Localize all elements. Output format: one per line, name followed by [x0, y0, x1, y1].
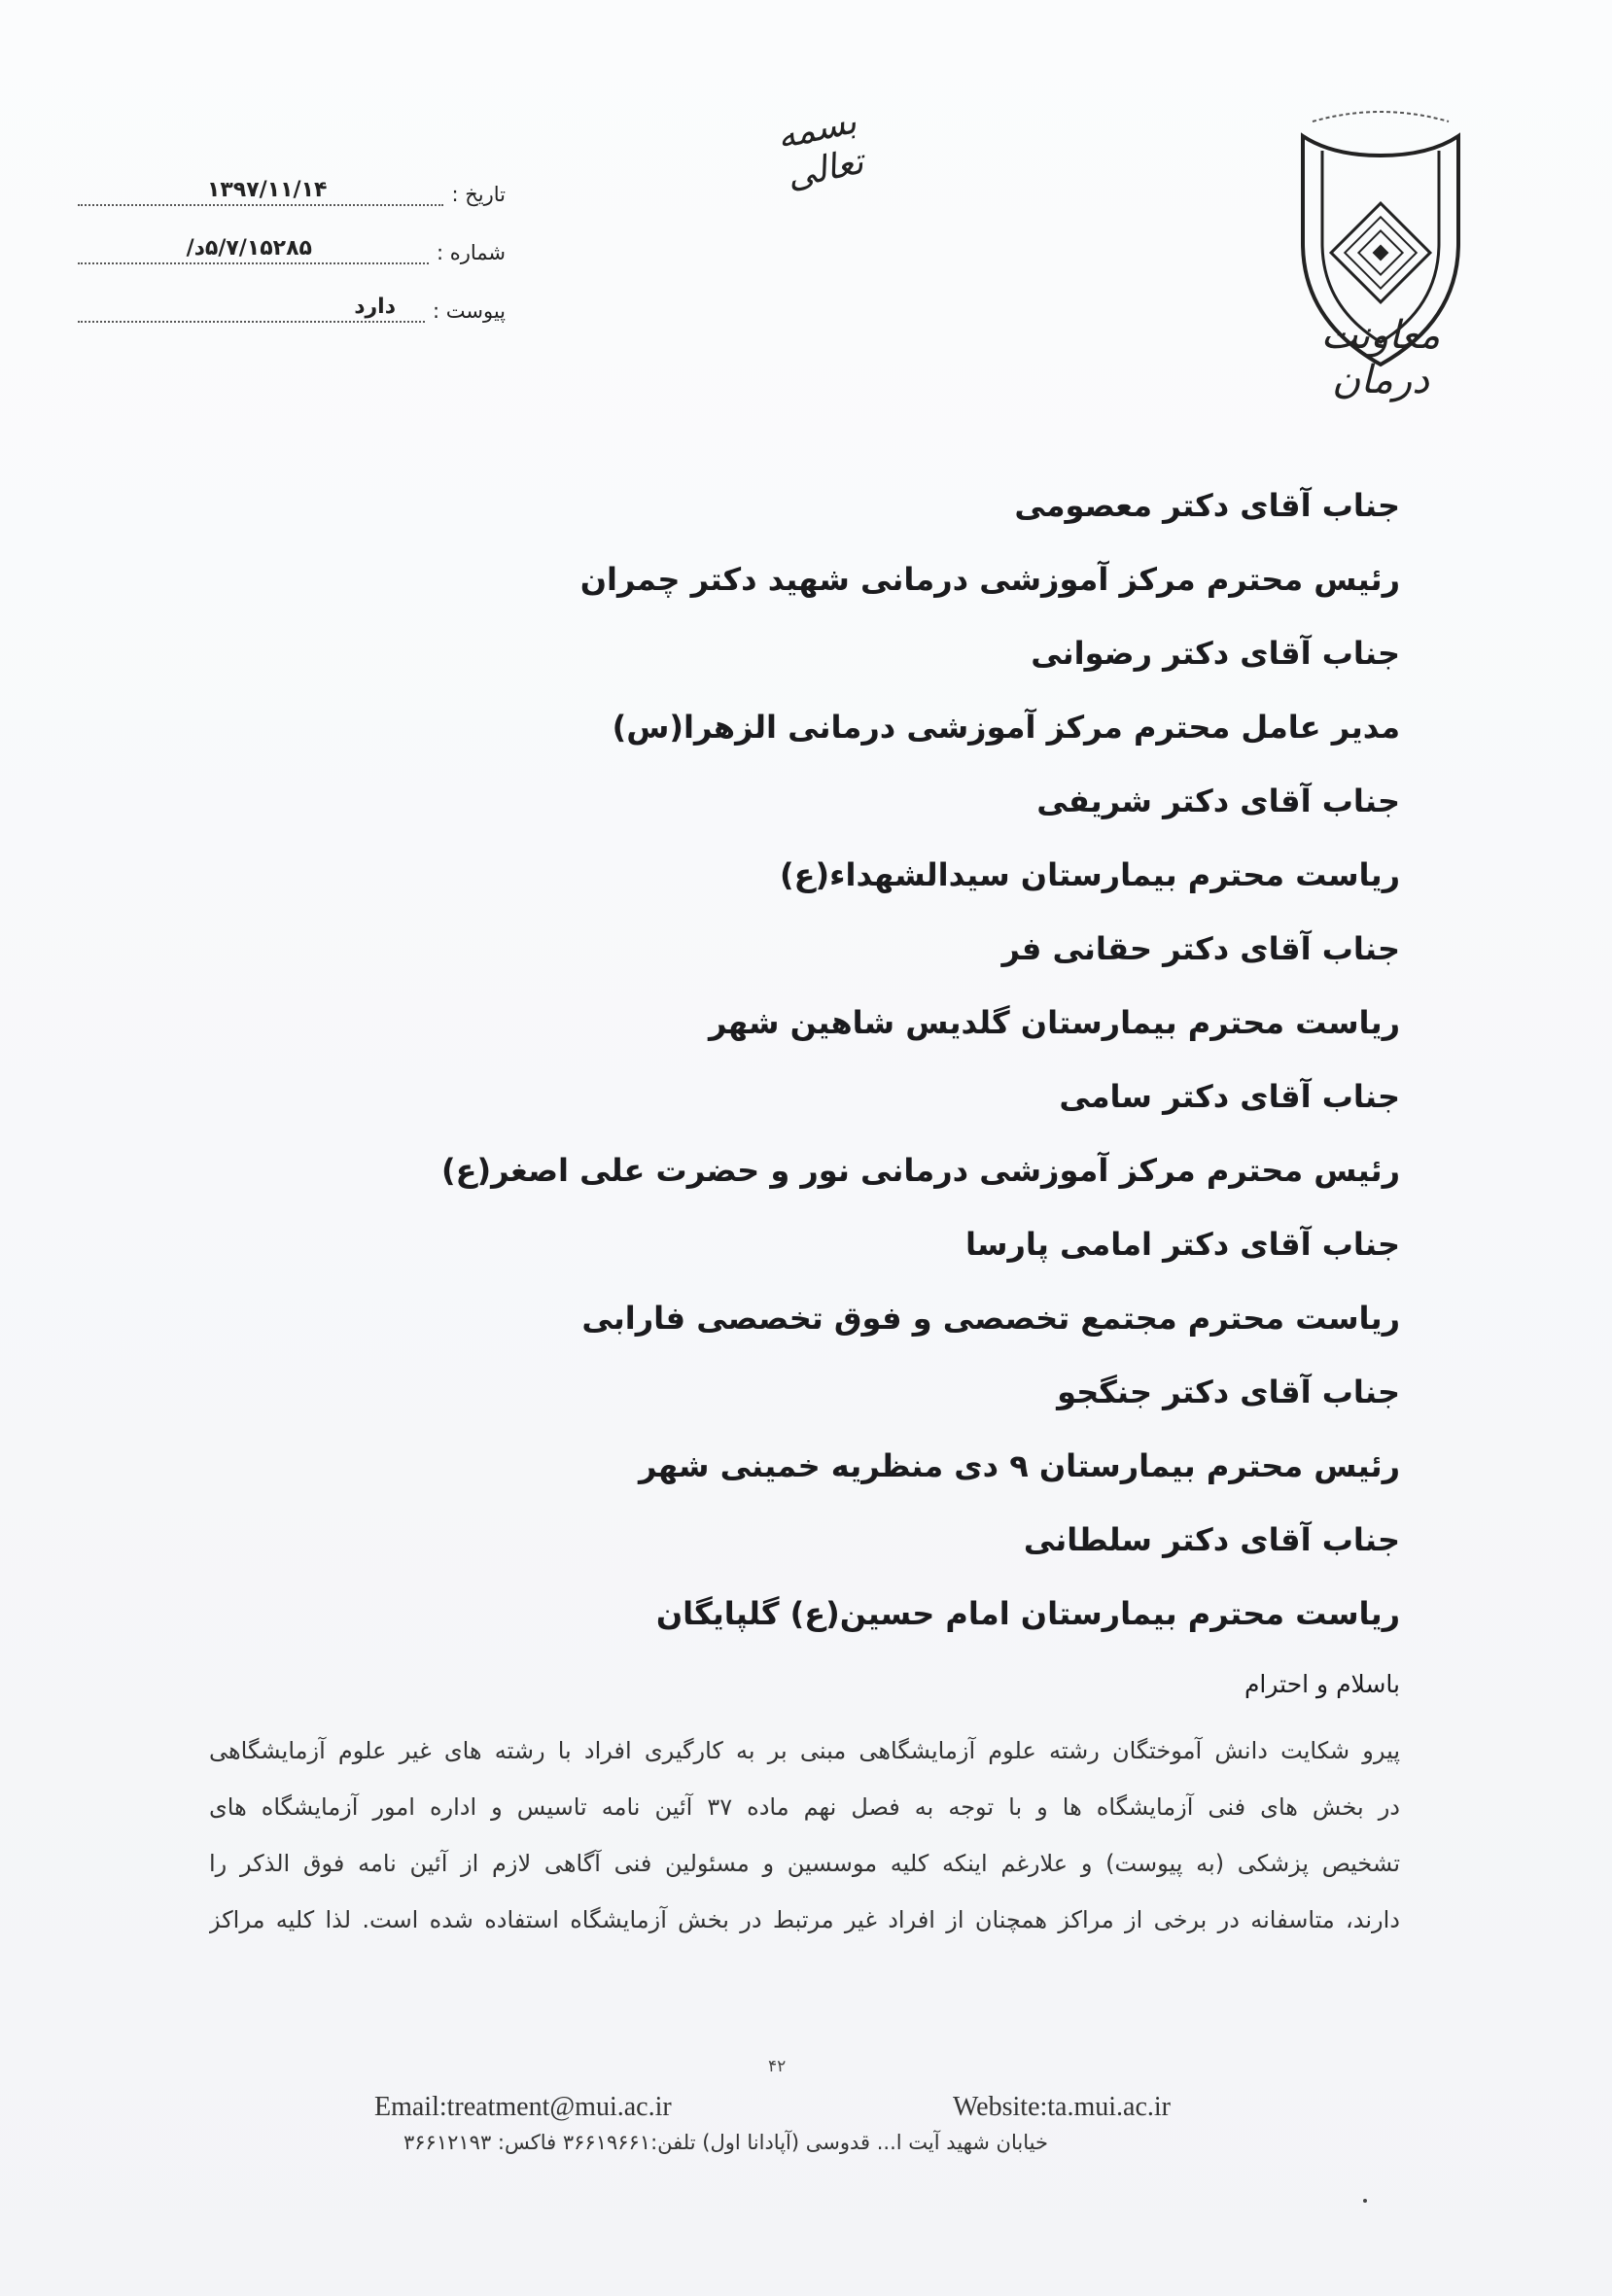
- recipient-line: رئیس محترم مرکز آموزشی درمانی شهید دکتر چمران: [579, 561, 1400, 598]
- date-row: [78, 167, 506, 206]
- attachment-line: [78, 296, 425, 323]
- attachment-value: دارد: [354, 295, 396, 319]
- body-line: پیرو شکایت دانش آموختگان رشته علوم آزمایشگاهی مبنی بر به کارگیری افراد با رشته های غیر علوم آزمایشگاهی: [209, 1737, 1400, 1764]
- number-line: [78, 237, 429, 264]
- recipients-list: [331, 469, 1400, 1651]
- recipient-line: جناب آقای دکتر رضوانی: [1031, 635, 1400, 672]
- recipient-line: جناب آقای دکتر سامی: [1059, 1078, 1400, 1115]
- attachment-row: [78, 284, 506, 323]
- greeting: باسلام و احترام: [1244, 1670, 1400, 1698]
- footer-website: Website:ta.mui.ac.ir: [953, 2092, 1171, 2122]
- date-value: ۱۳۹۷/۱۱/۱۴: [206, 178, 328, 202]
- recipient-line: ریاست محترم بیمارستان امام حسین(ع) گلپایگان: [655, 1595, 1400, 1632]
- recipient-line: جناب آقای دکتر حقانی فر: [1001, 930, 1400, 967]
- recipient-line: ریاست محترم بیمارستان سیدالشهداء(ع): [780, 856, 1400, 893]
- body-line: در بخش های فنی آزمایشگاه ها و با توجه به فصل نهم ماده ۳۷ آئین نامه تاسیس و اداره امور آزمایشگاه های: [209, 1793, 1400, 1821]
- recipient-line: رئیس محترم بیمارستان ۹ دی منظریه خمینی شهر: [638, 1447, 1400, 1484]
- date-line: [78, 179, 443, 206]
- number-value: ۵/۷/۱۵۲۸۵د/: [186, 236, 312, 261]
- department-caption: معاونت درمان: [1320, 313, 1441, 402]
- recipient-line: جناب آقای دکتر شریفی: [1036, 783, 1400, 819]
- recipient-line: ریاست محترم مجتمع تخصصی و فوق تخصصی فارابی: [581, 1300, 1400, 1337]
- letter-body: [209, 1722, 1400, 1948]
- scan-speck: [1363, 2199, 1367, 2203]
- bismillah-calligraphy: بسمه تعالی: [773, 101, 867, 197]
- recipient-line: جناب آقای دکتر جنگجو: [1057, 1374, 1400, 1410]
- recipient-line: رئیس محترم مرکز آموزشی درمانی نور و حضرت علی اصغر(ع): [440, 1152, 1400, 1189]
- recipient-line: ریاست محترم بیمارستان گلدیس شاهین شهر: [708, 1004, 1400, 1041]
- footer-email: Email:treatment@mui.ac.ir: [374, 2092, 672, 2122]
- body-line: تشخیص پزشکی (به پیوست) و علارغم اینکه کلیه موسسین و مسئولین فنی آگاهی لازم از آئین نامه فوق الذکر را: [209, 1850, 1400, 1877]
- number-label: شماره :: [436, 241, 506, 264]
- recipient-line: جناب آقای دکتر معصومی: [1014, 487, 1400, 524]
- recipient-line: جناب آقای دکتر سلطانی: [1023, 1521, 1400, 1558]
- attachment-label: پیوست :: [433, 299, 506, 323]
- date-label: تاریخ :: [451, 183, 506, 206]
- footer-address: خیابان شهید آیت ا... قدوسی (آپادانا اول) تلفن:۳۶۶۱۹۶۶۱ فاکس: ۳۶۶۱۲۱۹۳: [403, 2131, 1048, 2154]
- recipient-line: مدیر عامل محترم مرکز آموزشی درمانی الزهرا(س): [612, 709, 1400, 746]
- page-number: ۴۲: [768, 2057, 787, 2076]
- body-line: دارند، متاسفانه در برخی از مراکز همچنان از افراد غیر مرتبط در بخش آزمایشگاه استفاده شده است. لذا کلیه مراکز: [209, 1906, 1400, 1933]
- number-row: [78, 226, 506, 264]
- recipient-line: جناب آقای دکتر امامی پارسا: [964, 1226, 1400, 1263]
